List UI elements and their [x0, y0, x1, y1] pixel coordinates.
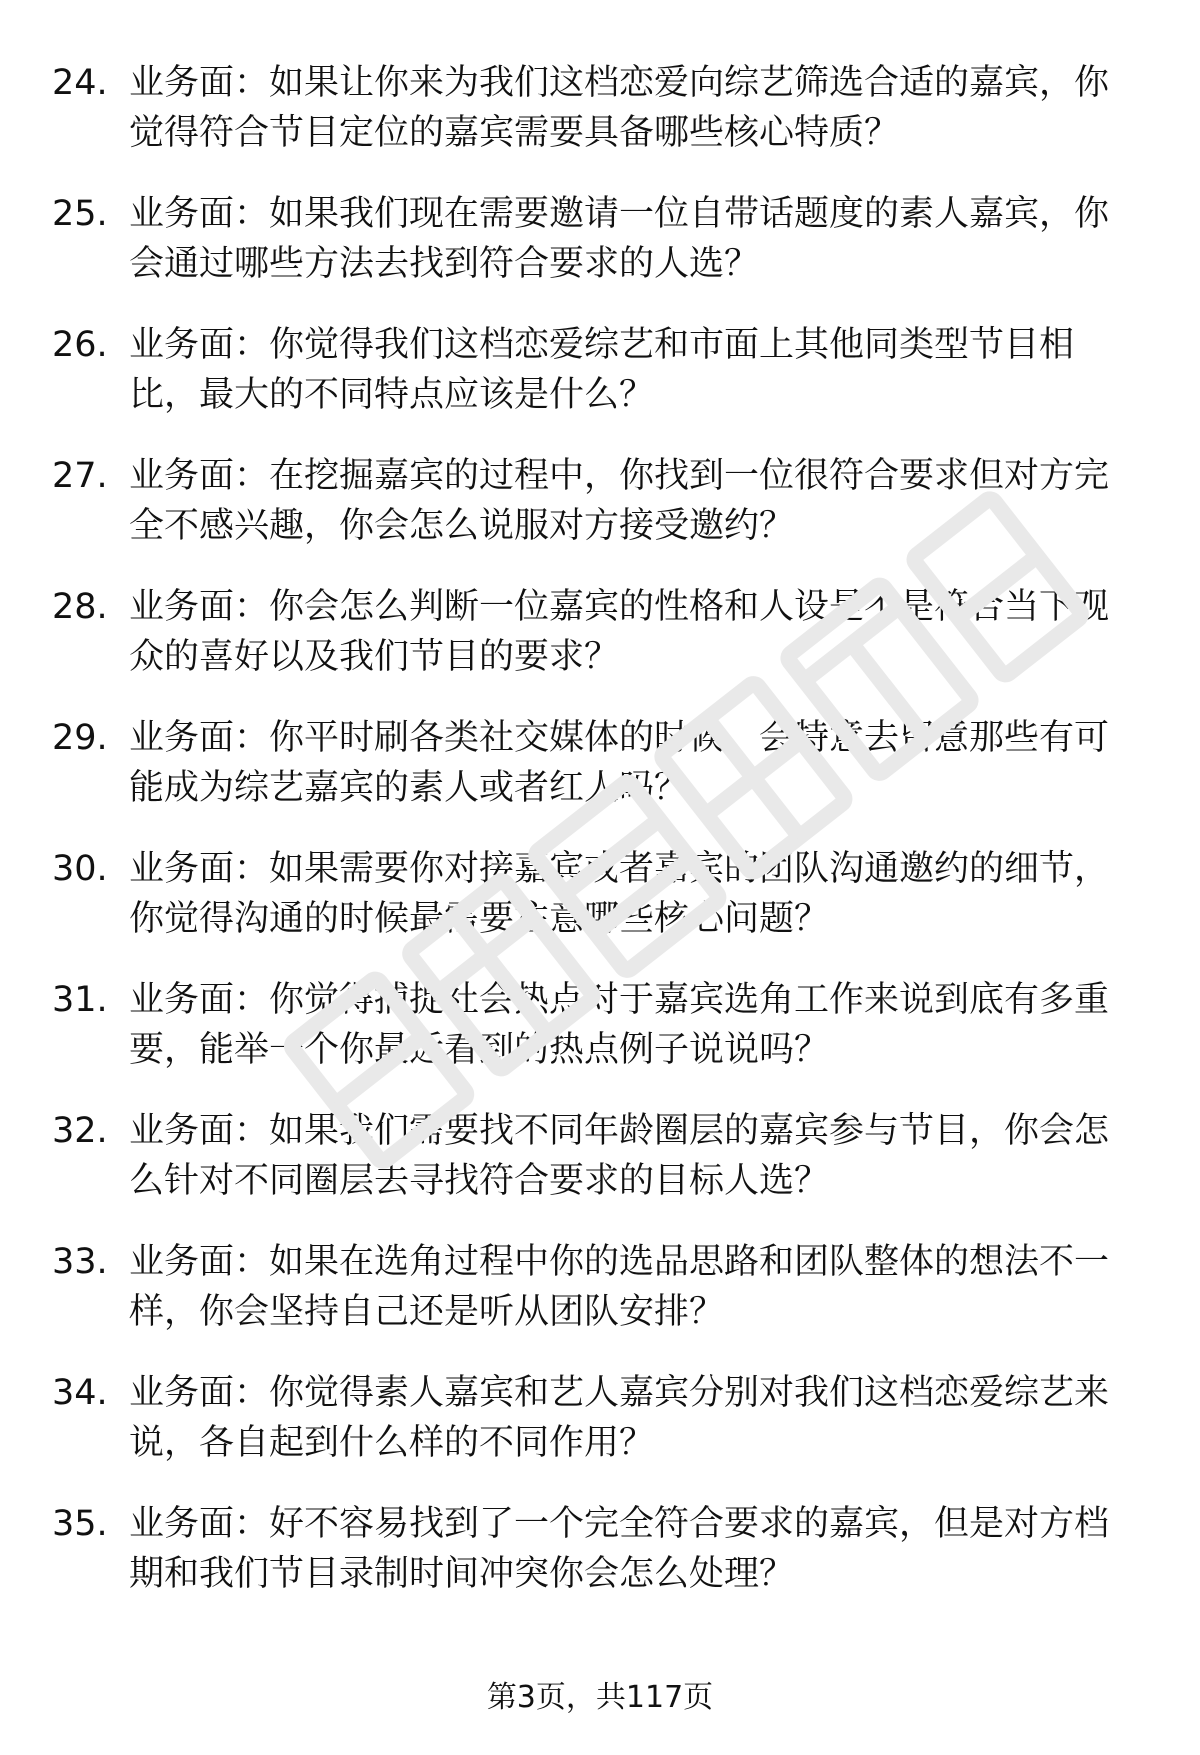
question-item — [0, 1368, 1200, 1499]
question-number: 25. — [52, 194, 108, 234]
page-footer: 第3页，共117页 — [486, 1680, 714, 1715]
question-number: 31. — [52, 980, 108, 1020]
question-item — [0, 844, 1200, 975]
question-item — [0, 1106, 1200, 1237]
question-text: 业务面：好不容易找到了一个完全符合要求的嘉宾，但是对方档 期和我们节目录制时间冲突你会怎么处理？ — [129, 1504, 1110, 1594]
question-item — [0, 58, 1200, 189]
question-list — [0, 58, 1200, 1630]
question-number: 35. — [52, 1504, 108, 1544]
question-number: 32. — [52, 1111, 108, 1151]
question-number: 24. — [52, 63, 108, 103]
question-item — [0, 582, 1200, 713]
question-item — [0, 1237, 1200, 1368]
question-item — [0, 1499, 1200, 1630]
question-text: 业务面：你觉得我们这档恋爱综艺和市面上其他同类型节目相 比，最大的不同特点应该是什么？ — [129, 325, 1075, 415]
question-text: 业务面：如果我们需要找不同年龄圈层的嘉宾参与节目，你会怎 么针对不同圈层去寻找符合要求的目标人选？ — [129, 1111, 1110, 1201]
question-number: 30. — [52, 849, 108, 889]
question-number: 28. — [52, 587, 108, 627]
question-number: 34. — [52, 1373, 108, 1413]
question-item — [0, 713, 1200, 844]
question-text: 业务面：如果在选角过程中你的选品思路和团队整体的想法不一 样，你会坚持自己还是听从团队安排？ — [129, 1242, 1110, 1332]
question-item — [0, 320, 1200, 451]
question-text: 业务面：你觉得素人嘉宾和艺人嘉宾分别对我们这档恋爱综艺来 说，各自起到什么样的不同作用？ — [129, 1373, 1110, 1463]
question-text: 业务面：你会怎么判断一位嘉宾的性格和人设是不是符合当下观 众的喜好以及我们节目的要求？ — [129, 587, 1110, 677]
question-text: 业务面：你觉得捕捉社会热点对于嘉宾选角工作来说到底有多重 要，能举一个你最近看到的热点例子说说吗？ — [129, 980, 1110, 1070]
question-text: 业务面：你平时刷各类社交媒体的时候，会特意去留意那些有可 能成为综艺嘉宾的素人或者红人吗？ — [129, 718, 1110, 808]
question-text: 业务面：如果我们现在需要邀请一位自带话题度的素人嘉宾，你 会通过哪些方法去找到符合要求的人选？ — [129, 194, 1110, 284]
question-number: 33. — [52, 1242, 108, 1282]
question-number: 27. — [52, 456, 108, 496]
question-item — [0, 451, 1200, 582]
question-text: 业务面：如果让你来为我们这档恋爱向综艺筛选合适的嘉宾，你 觉得符合节目定位的嘉宾需要具备哪些核心特质？ — [129, 63, 1110, 153]
question-item — [0, 975, 1200, 1106]
question-text: 业务面：在挖掘嘉宾的过程中，你找到一位很符合要求但对方完 全不感兴趣，你会怎么说服对方接受邀约？ — [129, 456, 1110, 546]
question-text: 业务面：如果需要你对接嘉宾或者嘉宾的团队沟通邀约的细节， 你觉得沟通的时候最需要注意哪些核心问题？ — [129, 849, 1110, 939]
question-item — [0, 189, 1200, 320]
question-number: 29. — [52, 718, 108, 758]
question-number: 26. — [52, 325, 108, 365]
